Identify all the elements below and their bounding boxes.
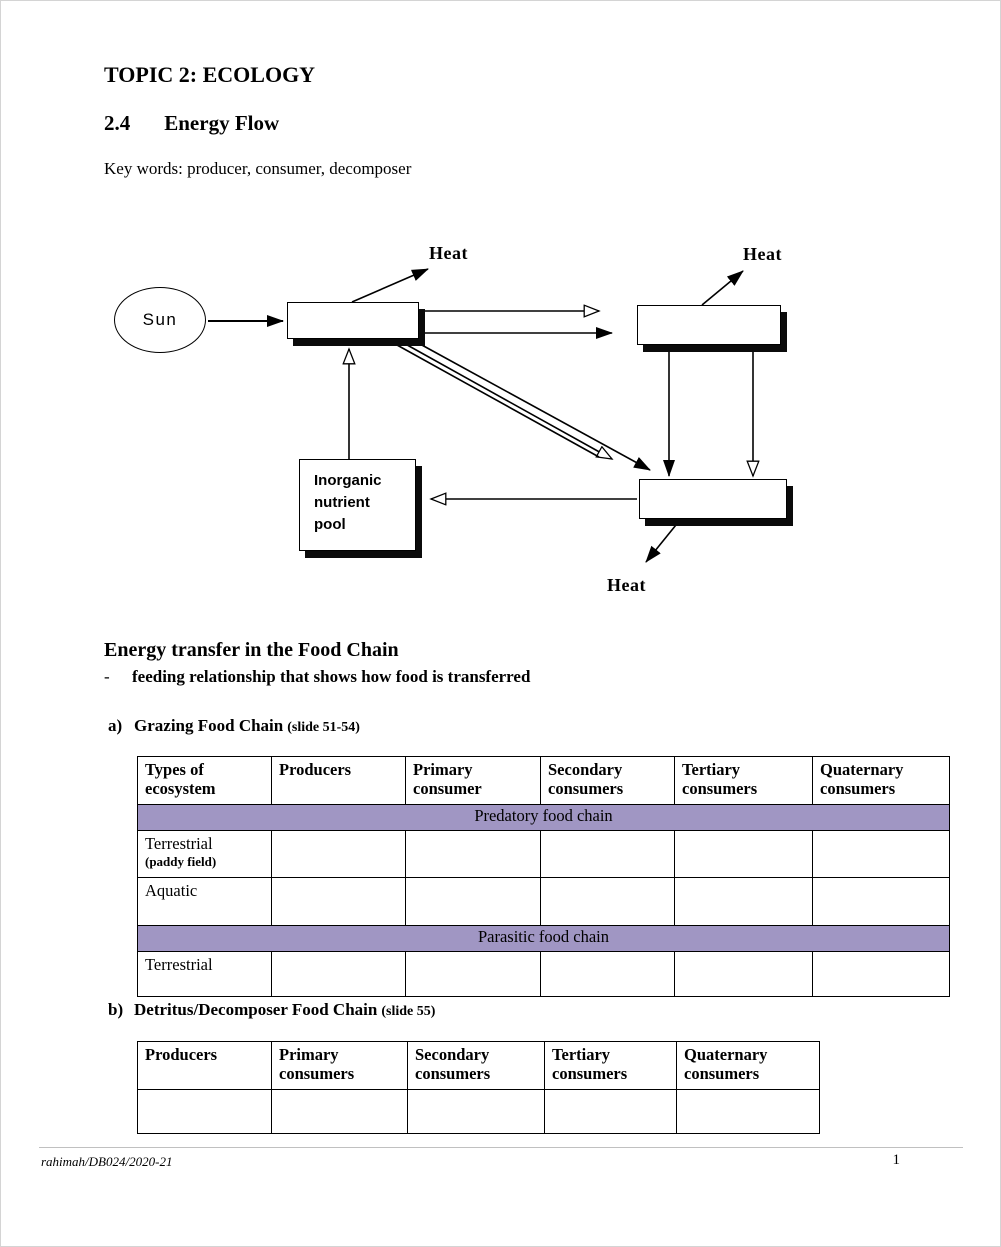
empty-cell — [675, 878, 813, 926]
table-row — [138, 831, 950, 878]
empty-cell — [406, 952, 541, 997]
empty-cell — [541, 952, 675, 997]
empty-cell — [406, 878, 541, 926]
empty-cell — [272, 878, 406, 926]
item-a-label: a) — [108, 716, 123, 735]
arrow-bottomright-to-heat — [646, 520, 680, 562]
keywords-line: Key words: producer, consumer, decomposer — [104, 159, 412, 178]
empty-cell — [541, 878, 675, 926]
section-title: Energy Flow — [164, 111, 280, 135]
section-number: 2.4 — [104, 111, 131, 135]
empty-cell — [675, 952, 813, 997]
table-row — [138, 1090, 820, 1134]
table-row — [138, 952, 950, 997]
food-chain-heading: Energy transfer in the Food Chain — [104, 639, 399, 661]
item-a-title: Grazing Food Chain — [134, 716, 284, 735]
empty-cell — [541, 831, 675, 878]
column-header: Producers — [272, 757, 406, 805]
empty-cell — [813, 952, 950, 997]
heat-label-bottom: Heat — [607, 575, 646, 595]
predatory-band-row — [138, 805, 950, 831]
item-b-title: Detritus/Decomposer Food Chain — [134, 1000, 378, 1019]
empty-cell — [408, 1090, 545, 1134]
column-header: Producers — [138, 1042, 272, 1090]
arrow-left-to-bottomright-open — [397, 341, 612, 459]
pool-label-line3: pool — [314, 515, 346, 533]
arrow-left-to-bottomright-filled — [420, 344, 650, 470]
arrow-topright-to-heat — [702, 271, 743, 305]
empty-cell — [138, 1090, 272, 1134]
empty-cell — [272, 831, 406, 878]
food-chain-bullet — [104, 667, 530, 687]
column-header: Secondary consumers — [541, 757, 675, 805]
table-header-row — [138, 757, 950, 805]
pool-label-line1: Inorganic — [314, 472, 382, 489]
empty-cell — [813, 831, 950, 878]
detritus-food-chain-heading — [108, 1000, 435, 1020]
row-label-terrestrial-paddy: Terrestrial (paddy field) — [138, 831, 272, 878]
column-header: Primary consumers — [272, 1042, 408, 1090]
arrow-left-box-to-heat — [352, 269, 428, 302]
diagram-box-bottom-right — [639, 479, 787, 519]
footer-reference: rahimah/DB024/2020-21 — [41, 1154, 173, 1169]
diagram-box-top-right — [637, 305, 781, 345]
item-b-label: b) — [108, 1000, 124, 1019]
empty-cell — [272, 952, 406, 997]
empty-cell — [677, 1090, 820, 1134]
column-header: Tertiary consumers — [675, 757, 813, 805]
empty-cell — [406, 831, 541, 878]
pool-label-line2: nutrient — [314, 493, 370, 511]
topic-title: TOPIC 2: ECOLOGY — [104, 62, 316, 87]
column-header: Primary consumer — [406, 757, 541, 805]
page-footer — [39, 1147, 963, 1181]
detritus-food-chain-table — [137, 1041, 820, 1134]
item-a-note: (slide 51-54) — [287, 720, 360, 735]
energy-flow-diagram — [1, 233, 1001, 618]
table-row — [138, 878, 950, 926]
sun-ellipse — [114, 287, 206, 353]
empty-cell — [545, 1090, 677, 1134]
bullet-text: feeding relationship that shows how food is transferred — [132, 667, 531, 686]
bullet-dash: - — [104, 667, 110, 686]
predatory-band-label: Predatory food chain — [138, 805, 950, 831]
table-header-row — [138, 1042, 820, 1090]
section-heading — [104, 111, 279, 136]
heat-label-top-right: Heat — [743, 244, 782, 264]
parasitic-band-label: Parasitic food chain — [138, 926, 950, 952]
column-header: Types of ecosystem — [138, 757, 272, 805]
inorganic-nutrient-pool-box — [299, 459, 416, 551]
diagram-box-left — [287, 302, 419, 339]
empty-cell — [813, 878, 950, 926]
page-number: 1 — [892, 1152, 900, 1168]
grazing-food-chain-heading — [108, 716, 360, 736]
empty-cell — [272, 1090, 408, 1134]
empty-cell — [675, 831, 813, 878]
sun-label: Sun — [142, 310, 178, 329]
parasitic-band-row — [138, 926, 950, 952]
heat-label-top-left: Heat — [429, 243, 468, 263]
column-header: Tertiary consumers — [545, 1042, 677, 1090]
column-header: Secondary consumers — [408, 1042, 545, 1090]
item-b-note: (slide 55) — [381, 1004, 436, 1019]
grazing-food-chain-table — [137, 756, 950, 997]
column-header: Quaternary consumers — [677, 1042, 820, 1090]
row-label-aquatic: Aquatic — [138, 878, 272, 926]
column-header: Quaternary consumers — [813, 757, 950, 805]
row-label-terrestrial: Terrestrial — [138, 952, 272, 997]
